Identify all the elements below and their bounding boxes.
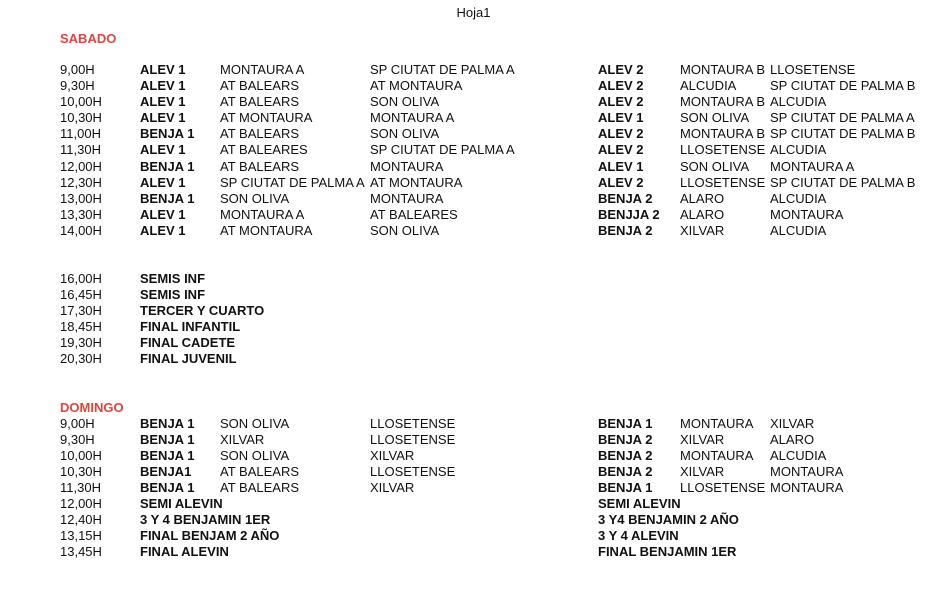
home-team-right: LLOSETENSE <box>680 480 766 496</box>
away-team-right: XILVAR <box>770 416 815 431</box>
category-right: ALEV 2 <box>598 142 644 158</box>
category-left: ALEV 1 <box>140 110 186 126</box>
schedule-row <box>60 303 947 319</box>
away-team-left: LLOSETENSE <box>370 432 456 448</box>
event-name: SEMIS INF <box>140 271 206 286</box>
event-time: 17,30H <box>60 303 102 319</box>
away-team-right: SP CIUTAT DE PALMA B <box>770 174 916 190</box>
category-left: BENJA1 <box>140 464 192 480</box>
home-team-left: AT BALEARS <box>220 464 299 480</box>
event-name-left: 3 Y 4 BENJAMIN 1ER <box>140 512 271 528</box>
home-team-left: AT BALEARS <box>220 94 299 110</box>
away-team-right: ALCUDIA <box>770 94 827 110</box>
event-name-left: SEMI ALEVIN <box>140 496 223 511</box>
schedule-row <box>60 94 947 110</box>
page-title: Hoja1 <box>456 5 491 20</box>
category-right: BENJA 1 <box>598 416 653 431</box>
schedule-row <box>60 496 947 512</box>
home-team-right: LLOSETENSE <box>680 142 766 158</box>
home-team-right: SON OLIVA <box>680 110 750 126</box>
home-team-left: AT BALEARS <box>220 78 299 94</box>
event-name-left: FINAL ALEVIN <box>140 544 229 560</box>
match-time: 14,00H <box>60 222 102 238</box>
home-team-right: MONTAURA B <box>680 62 765 77</box>
schedule-row <box>60 464 947 480</box>
match-time: 12,00H <box>60 158 102 174</box>
category-left: BENJA 1 <box>140 448 195 464</box>
away-team-right: SP CIUTAT DE PALMA B <box>770 126 916 142</box>
match-time: 10,30H <box>60 464 102 480</box>
home-team-left: SON OLIVA <box>220 448 290 464</box>
match-time: 11,30H <box>60 480 101 496</box>
home-team-right: ALARO <box>680 190 725 206</box>
event-time: 13,15H <box>60 528 102 544</box>
event-time: 12,40H <box>60 512 102 528</box>
event-name: FINAL JUVENIL <box>140 351 237 367</box>
event-time: 12,00H <box>60 496 102 511</box>
event-name-right: SEMI ALEVIN <box>598 496 681 511</box>
saturday-heading: SABADO <box>60 31 117 46</box>
match-time: 9,30H <box>60 432 95 448</box>
category-left: ALEV 1 <box>140 174 186 190</box>
home-team-left: SON OLIVA <box>220 190 290 206</box>
category-left: BENJA 1 <box>140 190 195 206</box>
away-team-left: AT MONTAURA <box>370 174 463 190</box>
away-team-right: SP CIUTAT DE PALMA B <box>770 78 916 94</box>
event-name: FINAL CADETE <box>140 335 236 351</box>
event-time: 13,45H <box>60 544 102 560</box>
category-left: ALEV 1 <box>140 62 186 77</box>
category-left: ALEV 1 <box>140 78 186 94</box>
event-name: FINAL INFANTIL <box>140 319 241 335</box>
category-right: BENJA 2 <box>598 432 653 448</box>
schedule-row <box>60 351 947 367</box>
home-team-left: AT BALEARES <box>220 142 308 158</box>
away-team-left: LLOSETENSE <box>370 464 456 480</box>
match-time: 13,00H <box>60 190 102 206</box>
home-team-left: SP CIUTAT DE PALMA A <box>220 174 365 190</box>
home-team-right: MONTAURA B <box>680 126 765 142</box>
away-team-left: XILVAR <box>370 480 415 496</box>
home-team-right: ALARO <box>680 206 725 222</box>
match-time: 9,00H <box>60 62 95 77</box>
sunday-finals-schedule <box>60 496 947 560</box>
away-team-right: MONTAURA <box>770 480 844 496</box>
schedule-row <box>60 159 947 175</box>
away-team-left: SON OLIVA <box>370 126 440 142</box>
schedule-row <box>60 528 947 544</box>
away-team-left: SON OLIVA <box>370 94 440 110</box>
saturday-match-schedule <box>60 62 947 239</box>
category-left: BENJA 1 <box>140 416 195 431</box>
home-team-right: XILVAR <box>680 222 725 238</box>
event-time: 16,45H <box>60 287 102 303</box>
schedule-row <box>60 287 947 303</box>
schedule-row <box>60 126 947 142</box>
away-team-right: ALCUDIA <box>770 222 827 238</box>
schedule-row <box>60 544 947 560</box>
match-time: 11,30H <box>60 142 101 158</box>
event-time: 20,30H <box>60 351 102 367</box>
category-right: ALEV 1 <box>598 158 644 174</box>
event-name: SEMIS INF <box>140 287 206 303</box>
away-team-right: ALCUDIA <box>770 142 827 158</box>
home-team-right: ALCUDIA <box>680 78 737 94</box>
home-team-right: LLOSETENSE <box>680 174 766 190</box>
event-time: 16,00H <box>60 271 102 286</box>
home-team-right: MONTAURA B <box>680 94 765 110</box>
home-team-right: MONTAURA <box>680 416 754 431</box>
away-team-right: LLOSETENSE <box>770 62 856 77</box>
schedule-row <box>60 62 947 78</box>
home-team-right: XILVAR <box>680 432 725 448</box>
category-right: BENJA 2 <box>598 448 653 464</box>
schedule-row <box>60 512 947 528</box>
event-name-right: 3 Y 4 ALEVIN <box>598 528 679 544</box>
away-team-right: ALCUDIA <box>770 448 827 464</box>
home-team-left: AT BALEARS <box>220 126 299 142</box>
match-time: 10,00H <box>60 448 102 464</box>
category-left: BENJA 1 <box>140 480 195 496</box>
category-left: ALEV 1 <box>140 94 186 110</box>
match-time: 9,30H <box>60 78 95 94</box>
away-team-right: ALARO <box>770 432 815 448</box>
home-team-left: AT MONTAURA <box>220 222 313 238</box>
schedule-row <box>60 319 947 335</box>
category-left: BENJA 1 <box>140 432 195 448</box>
schedule-row <box>60 223 947 239</box>
away-team-left: AT MONTAURA <box>370 78 463 94</box>
away-team-left: MONTAURA <box>370 158 444 174</box>
category-left: BENJA 1 <box>140 126 195 142</box>
category-right: BENJA 2 <box>598 464 653 480</box>
category-right: ALEV 2 <box>598 94 644 110</box>
schedule-row <box>60 448 947 464</box>
home-team-left: AT MONTAURA <box>220 110 313 126</box>
away-team-right: MONTAURA A <box>770 158 855 174</box>
schedule-row <box>60 207 947 223</box>
home-team-left: XILVAR <box>220 432 265 448</box>
away-team-left: SP CIUTAT DE PALMA A <box>370 62 515 77</box>
saturday-finals-schedule <box>60 271 947 368</box>
away-team-right: ALCUDIA <box>770 190 827 206</box>
away-team-left: SON OLIVA <box>370 222 440 238</box>
category-right: BENJJA 2 <box>598 206 660 222</box>
home-team-right: XILVAR <box>680 464 725 480</box>
home-team-left: MONTAURA A <box>220 206 305 222</box>
category-left: ALEV 1 <box>140 206 186 222</box>
category-right: ALEV 1 <box>598 110 644 126</box>
away-team-right: MONTAURA <box>770 464 844 480</box>
category-right: ALEV 2 <box>598 174 644 190</box>
category-left: ALEV 1 <box>140 142 186 158</box>
category-right: BENJA 2 <box>598 222 653 238</box>
schedule-row <box>60 480 947 496</box>
home-team-right: MONTAURA <box>680 448 754 464</box>
match-time: 11,00H <box>60 126 101 142</box>
sunday-heading: DOMINGO <box>60 400 124 415</box>
category-right: BENJA 2 <box>598 190 653 206</box>
away-team-left: MONTAURA <box>370 190 444 206</box>
event-name: TERCER Y CUARTO <box>140 303 265 319</box>
schedule-row <box>60 175 947 191</box>
event-name-right: 3 Y4 BENJAMIN 2 AÑO <box>598 512 739 528</box>
home-team-left: SON OLIVA <box>220 416 290 431</box>
home-team-right: SON OLIVA <box>680 158 750 174</box>
away-team-left: SP CIUTAT DE PALMA A <box>370 142 515 158</box>
category-left: BENJA 1 <box>140 158 195 174</box>
match-time: 9,00H <box>60 416 95 431</box>
event-time: 19,30H <box>60 335 102 351</box>
away-team-right: MONTAURA <box>770 206 844 222</box>
event-name-left: FINAL BENJAM 2 AÑO <box>140 528 280 544</box>
schedule-row <box>60 271 947 287</box>
schedule-row <box>60 142 947 158</box>
category-right: BENJA 1 <box>598 480 653 496</box>
category-right: ALEV 2 <box>598 78 644 94</box>
event-name-right: FINAL BENJAMIN 1ER <box>598 544 737 560</box>
schedule-row <box>60 335 947 351</box>
category-right: ALEV 2 <box>598 62 644 77</box>
match-time: 13,30H <box>60 206 102 222</box>
sunday-match-schedule <box>60 416 947 496</box>
schedule-row <box>60 191 947 207</box>
away-team-left: MONTAURA A <box>370 110 455 126</box>
schedule-row <box>60 432 947 448</box>
home-team-left: AT BALEARS <box>220 480 299 496</box>
away-team-right: SP CIUTAT DE PALMA A <box>770 110 915 126</box>
match-time: 12,30H <box>60 174 102 190</box>
match-time: 10,30H <box>60 110 102 126</box>
away-team-left: XILVAR <box>370 448 415 464</box>
schedule-row <box>60 78 947 94</box>
away-team-left: AT BALEARES <box>370 206 458 222</box>
home-team-left: MONTAURA A <box>220 62 305 77</box>
away-team-left: LLOSETENSE <box>370 416 456 431</box>
category-right: ALEV 2 <box>598 126 644 142</box>
home-team-left: AT BALEARS <box>220 158 299 174</box>
schedule-row <box>60 110 947 126</box>
category-left: ALEV 1 <box>140 222 186 238</box>
event-time: 18,45H <box>60 319 102 335</box>
schedule-row <box>60 416 947 432</box>
match-time: 10,00H <box>60 94 102 110</box>
